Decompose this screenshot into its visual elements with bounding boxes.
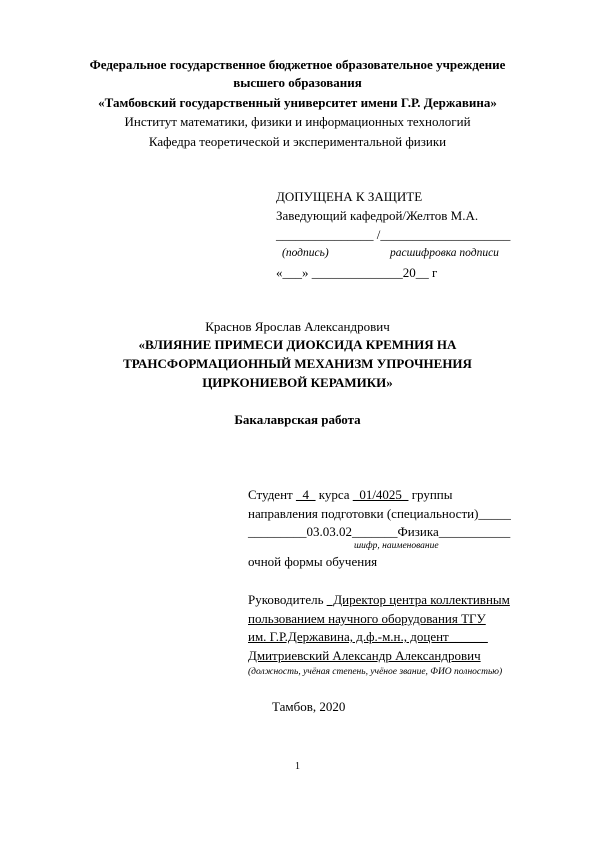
supervisor-prefix: Руководитель — [248, 592, 327, 607]
student-group: _01/4025_ — [352, 487, 409, 502]
supervisor-line-1 — [248, 592, 510, 607]
student-course-label: курса — [315, 487, 353, 502]
work-title-line-2: ТРАНСФОРМАЦИОННЫЙ МЕХАНИЗМ УПРОЧНЕНИЯ — [123, 356, 472, 371]
institute-name: Институт математики, физики и информационных технологий — [124, 114, 471, 129]
student-group-label: группы — [408, 487, 453, 502]
approval-head: Заведующий кафедрой/Желтов М.А. — [276, 208, 479, 223]
work-title-line-3: ЦИРКОНИЕВОЙ КЕРАМИКИ» — [202, 375, 393, 390]
student-prefix: Студент — [248, 487, 296, 502]
work-type: Бакалаврская работа — [234, 412, 361, 427]
page-number: 1 — [295, 761, 300, 772]
code-caption: шифр, наименование — [354, 541, 439, 551]
city-year: Тамбов, 2020 — [272, 699, 346, 714]
supervisor-line-2: пользованием научного оборудования ТГУ — [248, 611, 486, 626]
supervisor-position-1: _Директор центра коллективным — [326, 592, 510, 607]
supervisor-line-3: им. Г.Р.Державина, д.ф.-м.н., доцент______ — [248, 629, 488, 644]
approval-sign-caption: (подпись) — [282, 247, 329, 259]
org-line-1: Федеральное государственное бюджетное образовательное учреждение — [89, 57, 506, 72]
work-title-line-1: «ВЛИЯНИЕ ПРИМЕСИ ДИОКСИДА КРЕМНИЯ НА — [138, 337, 457, 352]
approval-date-line: «___» ______________20__ г — [276, 265, 438, 280]
study-form: очной формы обучения — [248, 554, 378, 569]
author-name: Краснов Ярослав Александрович — [205, 319, 390, 334]
university-name: «Тамбовский государственный университет имени Г.Р. Державина» — [98, 95, 497, 110]
org-line-2: высшего образования — [233, 75, 362, 90]
code-line: _________03.03.02_______Физика___________ — [248, 524, 511, 539]
supervisor-caption: (должность, учёная степень, учёное звание, ФИО полностью) — [248, 667, 503, 677]
approval-sign-line: _______________ /____________________ — [276, 227, 511, 242]
department-name: Кафедра теоретической и экспериментальной физики — [148, 134, 447, 149]
student-course: _4_ — [295, 487, 316, 502]
approval-title: ДОПУЩЕНА К ЗАЩИТЕ — [276, 189, 423, 204]
direction-line: направления подготовки (специальности)_____ — [248, 506, 511, 521]
supervisor-name: Дмитриевский Александр Александрович — [248, 648, 481, 663]
student-line — [248, 487, 453, 502]
approval-decode-caption: расшифровка подписи — [390, 247, 499, 259]
